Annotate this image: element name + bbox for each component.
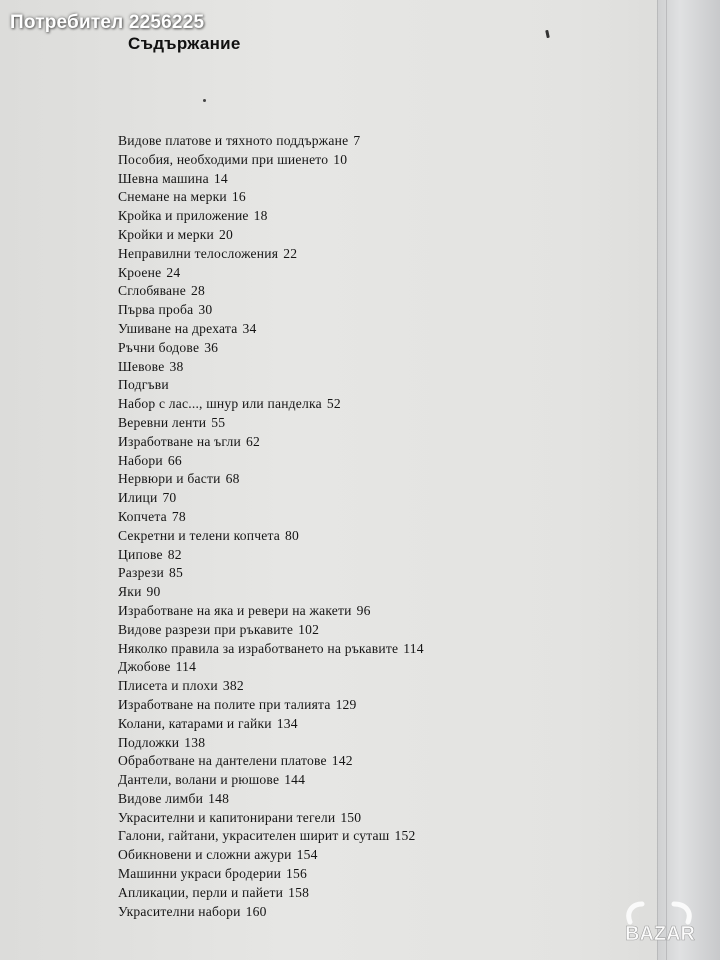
toc-entry <box>118 132 424 151</box>
toc-entry <box>118 602 424 621</box>
toc-entry <box>118 564 424 583</box>
toc-entry-title: Сглобяване <box>118 283 186 299</box>
toc-entry <box>118 395 424 414</box>
toc-entry <box>118 827 424 846</box>
toc-entry-page: 22 <box>283 245 298 261</box>
toc-entry <box>118 508 424 527</box>
toc-entry-page: 80 <box>285 527 299 543</box>
toc-entry-page: 382 <box>222 678 244 694</box>
toc-entry-title: Изработване на полите при талията <box>118 696 331 712</box>
ink-mark <box>545 30 550 38</box>
toc-entry-page: 160 <box>245 903 267 919</box>
toc-entry <box>118 489 424 508</box>
toc-entry-title: Шевове <box>118 358 165 374</box>
toc-entry-page: 142 <box>331 753 353 769</box>
bazar-logo-text: BAZAR <box>625 923 695 945</box>
toc-entry <box>118 546 424 565</box>
toc-entry-page: 14 <box>213 170 228 186</box>
toc-entry-page: 70 <box>162 490 177 506</box>
toc-entry <box>118 264 424 283</box>
toc-entry-page: 28 <box>190 283 205 299</box>
toc-entry-title: Изработване на ъгли <box>118 433 241 449</box>
toc-entry-title: Снемане на мерки <box>118 189 227 205</box>
toc-entry-title: Видове разрези при ръкавите <box>118 621 294 637</box>
toc-entry <box>118 903 424 922</box>
toc-entry-page: 114 <box>175 659 197 675</box>
toc-entry-page: 90 <box>146 584 161 600</box>
toc-entry <box>118 207 424 226</box>
toc-entry <box>118 339 424 358</box>
toc-entry-title: Първа проба <box>118 302 194 318</box>
page-edge-line <box>666 0 667 960</box>
toc-entry-title: Кройка и приложение <box>118 208 249 224</box>
toc-entry <box>118 320 424 339</box>
toc-entry-page: 129 <box>335 696 357 712</box>
toc-entry <box>118 621 424 640</box>
toc-entry-title: Машинни украси бродерии <box>118 866 282 882</box>
toc-entry <box>118 414 424 433</box>
toc-entry <box>118 771 424 790</box>
toc-entry-title: Копчета <box>118 508 167 524</box>
toc-entry-page: 82 <box>167 546 182 562</box>
toc-entry-title: Веревни ленти <box>118 414 207 430</box>
toc-entry <box>118 151 424 170</box>
toc-entry-title: Украсителни набори <box>118 903 241 919</box>
toc-entry-page: 154 <box>296 847 318 863</box>
toc-entry-title: Джобове <box>118 659 171 675</box>
toc-entry-page: 18 <box>253 208 268 224</box>
toc-entry-page: 52 <box>326 396 341 412</box>
toc-entry-page: 144 <box>284 772 306 788</box>
toc-entry-page: 10 <box>333 151 348 167</box>
bazar-logo <box>612 896 708 952</box>
toc-entry-title: Ципове <box>118 546 163 562</box>
toc-entry-title: Нервюри и басти <box>118 471 221 487</box>
toc-entry <box>118 734 424 753</box>
toc-entry-title: Шевна машина <box>118 170 209 186</box>
toc-entry <box>118 170 424 189</box>
toc-entry-title: Яки <box>118 584 142 600</box>
toc-entry-title: Плисета и плохи <box>118 678 218 694</box>
toc-entry-page: 96 <box>356 602 371 618</box>
toc-entry-page: 114 <box>403 640 424 656</box>
toc-entry-title: Набори <box>118 452 163 468</box>
toc-entry-page: 36 <box>204 339 219 355</box>
toc-entry-title: Кройки и мерки <box>118 226 214 242</box>
toc-entry-page: 30 <box>198 302 213 318</box>
toc-entry <box>118 470 424 489</box>
toc-entry-page: 85 <box>169 565 184 581</box>
toc-entry-page: 20 <box>219 226 233 242</box>
toc-entry-page: 134 <box>276 715 298 731</box>
toc-entry-page: 68 <box>225 471 240 487</box>
toc-entry-title: Видове лимби <box>118 790 204 806</box>
toc-entry-page: 16 <box>231 189 246 205</box>
toc-entry <box>118 226 424 245</box>
toc-entry-title: Кроене <box>118 264 162 280</box>
toc-entry-title: Пособия, необходими при шиенето <box>118 151 329 167</box>
toc-entry <box>118 752 424 771</box>
toc-entry <box>118 809 424 828</box>
toc-entry <box>118 301 424 320</box>
user-watermark: Потребител 2256225 <box>10 12 205 33</box>
toc-entry <box>118 677 424 696</box>
toc-entry <box>118 452 424 471</box>
toc-entry-title: Илици <box>118 490 158 506</box>
toc-entry-page: 34 <box>242 320 257 336</box>
toc-entry-page: 138 <box>184 734 206 750</box>
toc-entry-page: 55 <box>211 414 226 430</box>
toc-entry-title: Дантели, волани и рюшове <box>118 772 280 788</box>
toc-entry-page: 66 <box>167 452 182 468</box>
toc-entry-title: Неправилни телосложения <box>118 245 279 261</box>
toc-entry <box>118 282 424 301</box>
toc-entry-title: Подложки <box>118 734 180 750</box>
toc-entry <box>118 884 424 903</box>
toc-entry-title: Изработване на яка и ревери на жакети <box>118 602 352 618</box>
toc-entry-title: Украсителни и капитонирани тегели <box>118 809 336 825</box>
toc-entry-page: 152 <box>394 828 416 844</box>
toc-entry-title: Галони, гайтани, украсителен ширит и суташ <box>118 828 390 844</box>
toc-entry-page: 7 <box>353 133 361 148</box>
toc-entry-title: Разрези <box>118 565 165 581</box>
toc-entry-title: Няколко правила за изработването на ръкавите <box>118 640 399 656</box>
toc-entry-page: 158 <box>288 884 310 900</box>
toc-entry <box>118 583 424 602</box>
toc-entry <box>118 358 424 377</box>
toc-entry-page: 78 <box>171 508 186 524</box>
toc-entry-title: Апликации, перли и пайети <box>118 884 284 900</box>
toc-entry-page: 102 <box>298 621 320 637</box>
toc-entry-title: Подгъви <box>118 377 169 393</box>
toc-entry <box>118 188 424 207</box>
toc-entry-title: Секретни и телени копчета <box>118 527 280 543</box>
next-page-edge <box>657 0 720 960</box>
toc-entry-title: Колани, катарами и гайки <box>118 715 272 731</box>
toc-entry-title: Ушиване на дрехата <box>118 320 238 336</box>
toc-entry <box>118 790 424 809</box>
toc-entry <box>118 376 424 395</box>
page-title: Съдържание <box>128 34 241 53</box>
toc-entry <box>118 846 424 865</box>
toc-entry <box>118 696 424 715</box>
toc-entry-title: Ръчни бодове <box>118 339 200 355</box>
toc-entry-page: 38 <box>169 358 184 374</box>
toc-entry <box>118 658 424 677</box>
toc-entry-page: 150 <box>340 809 362 825</box>
toc-entry <box>118 640 424 659</box>
toc-entry <box>118 245 424 264</box>
toc-entry-page: 148 <box>208 790 230 806</box>
toc-entry <box>118 527 424 546</box>
toc-entry <box>118 433 424 452</box>
paper-speck <box>203 99 206 102</box>
toc-entry <box>118 865 424 884</box>
toc-entry-page: 24 <box>166 264 181 280</box>
toc-entry-page: 62 <box>245 433 260 449</box>
toc-entry-title: Обикновени и сложни ажури <box>118 847 292 863</box>
table-of-contents <box>118 132 424 921</box>
toc-entry-title: Набор с лас..., шнур или панделка <box>118 396 322 412</box>
toc-entry-page: 156 <box>286 866 308 882</box>
toc-entry <box>118 715 424 734</box>
toc-entry-title: Видове платове и тяхното поддържане <box>118 133 349 148</box>
toc-entry-title: Обработване на дантелени платове <box>118 753 327 769</box>
